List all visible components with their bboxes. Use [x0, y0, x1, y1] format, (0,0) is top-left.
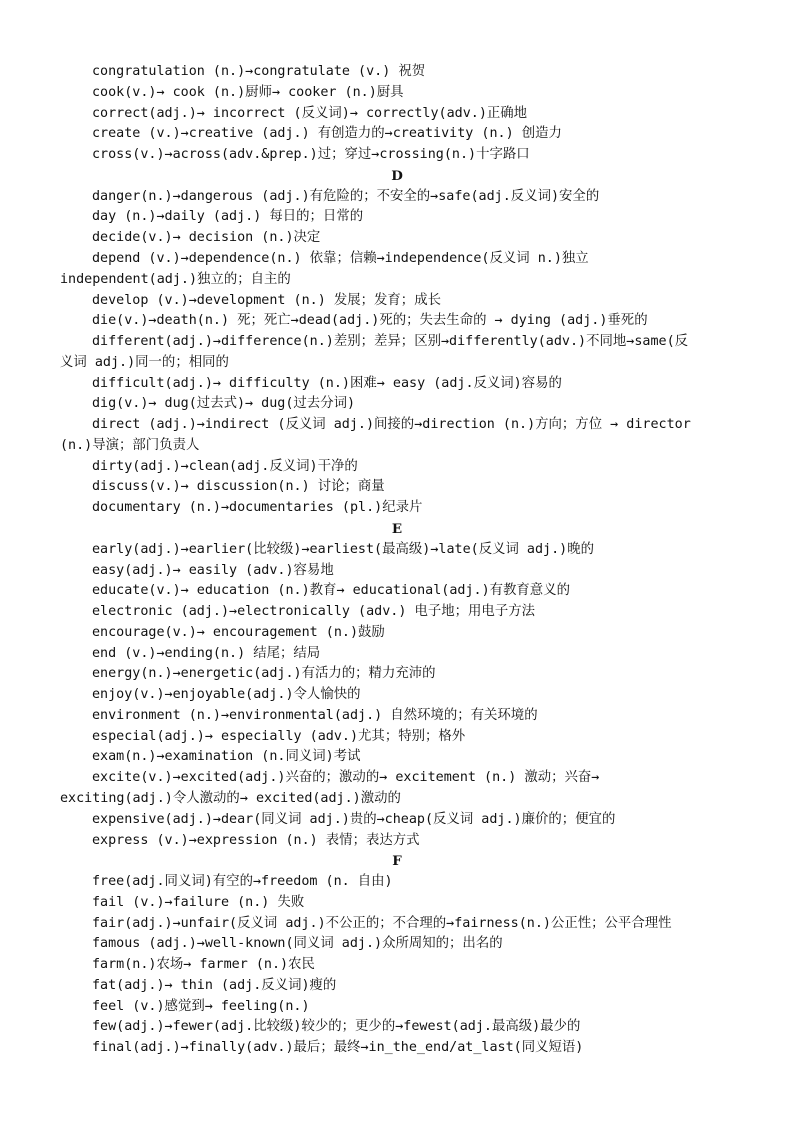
vocab-entry: congratulation (n.)→congratulate (v.) 祝贺 — [92, 64, 426, 79]
vocab-entry: express (v.)→expression (n.) 表情；表达方式 — [92, 832, 420, 848]
vocab-entry: difficult(adj.)→ difficulty (n.)困难→ easy (adj.反义词)容易的 — [92, 375, 562, 391]
entry-continuation: (n.)导演；部门负责人 — [60, 437, 200, 453]
entry-continuation: exciting(adj.)令人激动的→ excited(adj.)激动的 — [60, 790, 401, 806]
section-heading: E — [391, 520, 403, 537]
vocab-entry: create (v.)→creative (adj.) 有创造力的→creativity (n.) 创造力 — [92, 126, 562, 142]
vocab-entry: encourage(v.)→ encouragement (n.)鼓励 — [92, 624, 385, 640]
vocab-entry: end (v.)→ending(n.) 结尾；结局 — [92, 645, 321, 661]
vocab-entry: documentary (n.)→documentaries (pl.)纪录片 — [92, 500, 423, 516]
vocab-entry: dirty(adj.)→clean(adj.反义词)干净的 — [92, 458, 358, 474]
vocab-entry: depend (v.)→dependence(n.) 依靠；信赖→independence(反义词 n.)独立 — [92, 250, 589, 266]
vocab-entry: day (n.)→daily (adj.) 每日的；日常的 — [92, 209, 364, 225]
vocab-entry: electronic (adj.)→electronically (adv.) 电子地；用电子方法 — [92, 604, 535, 619]
vocab-entry: famous (adj.)→well-known(同义词 adj.)众所周知的；出名的 — [92, 936, 503, 952]
vocab-entry: direct (adj.)→indirect (反义词 adj.)间接的→direction (n.)方向；方位 → director — [92, 417, 691, 433]
vocab-entry: enjoy(v.)→enjoyable(adj.)令人愉快的 — [92, 687, 361, 703]
vocab-entry: discuss(v.)→ discussion(n.) 讨论；商量 — [92, 479, 385, 495]
vocab-entry: develop (v.)→development (n.) 发展；发育；成长 — [92, 292, 441, 308]
entry-continuation: independent(adj.)独立的；自主的 — [60, 271, 291, 287]
vocab-entry: expensive(adj.)→dear(同义词 adj.)贵的→cheap(反义词 adj.)廉价的；便宜的 — [92, 811, 616, 827]
vocab-entry: cook(v.)→ cook (n.)厨师→ cooker (n.)厨具 — [92, 84, 404, 100]
vocab-entry: especial(adj.)→ especially (adv.)尤其；特别；格外 — [92, 728, 466, 744]
section-heading: D — [391, 167, 403, 184]
vocab-entry: cross(v.)→across(adv.&prep.)过；穿过→crossing(n.)十字路口 — [92, 147, 530, 163]
vocab-entry: easy(adj.)→ easily (adv.)容易地 — [92, 562, 334, 578]
vocab-entry: danger(n.)→dangerous (adj.)有危险的；不安全的→safe(adj.反义词)安全的 — [92, 188, 600, 204]
vocab-entry: correct(adj.)→ incorrect (反义词)→ correctly(adv.)正确地 — [92, 105, 528, 121]
vocab-entry: energy(n.)→energetic(adj.)有活力的；精力充沛的 — [92, 666, 436, 682]
vocab-entry: exam(n.)→examination (n.同义词)考试 — [92, 749, 361, 765]
vocab-entry: different(adj.)→difference(n.)差别；差异；区别→differently(adv.)不同地→same(反 — [92, 334, 689, 349]
vocab-entry: fat(adj.)→ thin (adj.反义词)瘦的 — [92, 977, 337, 993]
entry-continuation: 义词 adj.)同一的；相同的 — [60, 354, 229, 370]
vocab-entry: fair(adj.)→unfair(反义词 adj.)不公正的；不合理的→fairness(n.)公正性；公平合理性 — [92, 915, 672, 931]
vocab-entry: dig(v.)→ dug(过去式)→ dug(过去分词) — [92, 396, 356, 412]
vocab-entry: decide(v.)→ decision (n.)决定 — [92, 230, 321, 246]
vocab-entry: educate(v.)→ education (n.)教育→ educational(adj.)有教育意义的 — [92, 583, 570, 599]
vocab-entry: environment (n.)→environmental(adj.) 自然环境的；有关环境的 — [92, 707, 538, 723]
vocab-entry: early(adj.)→earlier(比较级)→earliest(最高级)→late(反义词 adj.)晚的 — [92, 541, 595, 557]
vocab-entry: farm(n.)农场→ farmer (n.)农民 — [92, 957, 315, 973]
vocab-entry: excite(v.)→excited(adj.)兴奋的；激动的→ excitement (n.) 激动；兴奋→ — [92, 770, 600, 786]
vocab-entry: free(adj.同义词)有空的→freedom (n. 自由) — [92, 874, 393, 889]
vocab-entry: feel (v.)感觉到→ feeling(n.) — [92, 998, 310, 1014]
vocab-entry: final(adj.)→finally(adv.)最后；最终→in_the_end/at_last(同义短语) — [92, 1040, 584, 1056]
vocab-entry: die(v.)→death(n.) 死；死亡→dead(adj.)死的；失去生命的 → dying (adj.)垂死的 — [92, 313, 648, 329]
vocab-entry: few(adj.)→fewer(adj.比较级)较少的；更少的→fewest(adj.最高级)最少的 — [92, 1019, 581, 1035]
section-heading: F — [392, 853, 402, 870]
vocab-entry: fail (v.)→failure (n.) 失败 — [92, 894, 305, 910]
